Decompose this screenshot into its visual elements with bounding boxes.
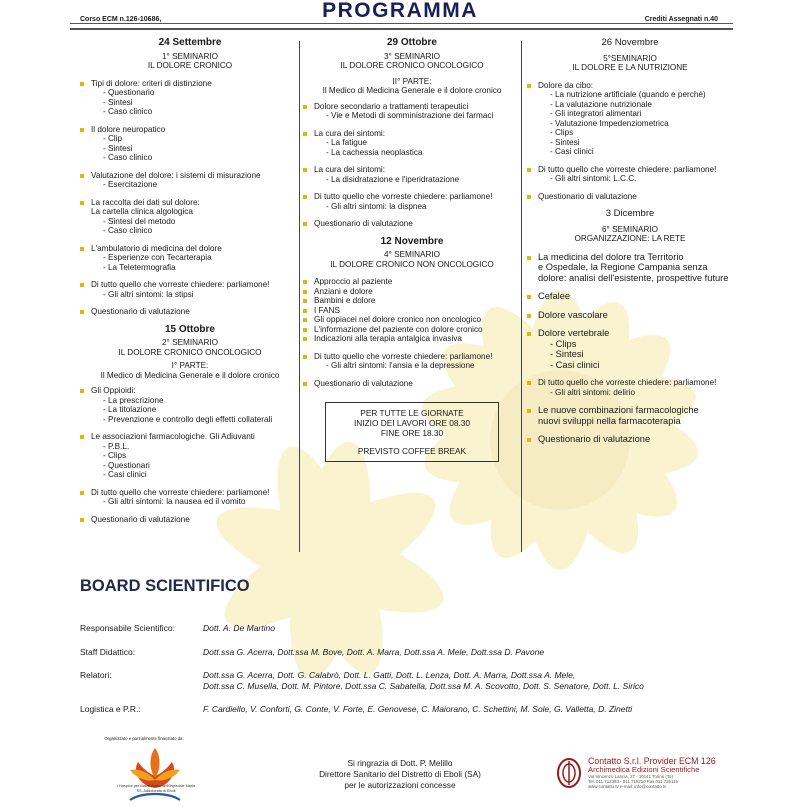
seminar-title: IL DOLORE E LA NUTRIZIONE (572, 63, 688, 72)
topic-text: Anziani e dolore (314, 286, 373, 296)
topic-item (527, 310, 733, 321)
subtopic: - Gli altri sintomi: la stipsi (103, 289, 194, 299)
topic-note: dolore: analisi dell'esistente, prospettive future (538, 272, 729, 283)
subtopic: - Gli altri sintomi: delirio (550, 387, 636, 397)
topic-item (527, 165, 733, 184)
subtopic: - La valutazione nutrizionale (550, 99, 652, 109)
seminar-heading (303, 250, 521, 269)
topic-item (80, 244, 300, 273)
topic-item (303, 102, 521, 121)
topic-text: L'ambulatorio di medicina del dolore (91, 243, 222, 253)
topic-text: e Ospedale, la Regione Campania senza (538, 262, 708, 272)
topic-text: Dolore da cibo: (538, 80, 594, 90)
topic-text: Le associazioni farmacologiche. Gli Adiuvanti (91, 432, 255, 441)
topic-item (80, 515, 300, 525)
topic-list (303, 102, 521, 229)
topic-item (527, 328, 733, 370)
topic-text: Questionario di valutazione (314, 378, 413, 388)
topic-text: Valutazione del dolore: i sistemi di misurazione (91, 170, 261, 180)
seminar-date: 3 Dicembre (605, 208, 655, 219)
topic-text: Dolore vertebrale (538, 328, 610, 338)
topic-item (80, 307, 300, 317)
part-heading (80, 361, 300, 380)
seminar-number: 1° SEMINARIO (161, 51, 219, 61)
topic-item (527, 192, 733, 202)
seminar-title: IL DOLORE CRONICO NON ONCOLOGICO (330, 259, 494, 269)
organizer-logo-text: I Hospice per Malati Amici dell'Ospedale Maria SS. Addolorata di Eboli (116, 784, 196, 793)
topic-text: Questionario di valutazione (91, 307, 190, 316)
credits-label: Crediti Assegnati n.40 (644, 16, 718, 23)
subtopic: - P.B.L. (103, 441, 130, 451)
subtopic: - Clip (103, 134, 123, 143)
topic-text: La cura dei sintomi: (314, 128, 385, 138)
topic-item (303, 219, 521, 229)
topic-text: Dolore secondario a trattamenti terapeutici (314, 101, 469, 111)
column-2 (303, 38, 521, 462)
topic-list (303, 277, 521, 344)
topic-item (80, 79, 300, 117)
topic-item (80, 198, 300, 236)
board-label-relatori: Relatori: (80, 670, 112, 680)
subtopic: - Casi clinici (550, 147, 594, 156)
topic-item (80, 432, 300, 480)
subtopic: - Clips (550, 338, 577, 349)
board-value-relatori (203, 670, 743, 692)
subtopic: - La fatigue (326, 138, 367, 147)
subtopic: - Sintesi del metodo (103, 216, 176, 226)
seminar-title: IL DOLORE CRONICO (147, 61, 233, 70)
seminar-title: IL DOLORE CRONICO ONCOLOGICO (340, 61, 484, 70)
part-heading (303, 77, 521, 96)
subtopic: - Esperienze con Tecarterapia (103, 253, 212, 262)
topic-text: Questionario di valutazione (91, 514, 190, 524)
topic-text: nuovi sviluppi nella farmacoterapia (538, 415, 681, 426)
column-1 (80, 38, 300, 532)
provider-web: www.contatto.tv e-mail: info@contatto.tv (588, 784, 667, 789)
topic-item (80, 386, 300, 424)
seminar-number: 2° SEMINARIO (161, 338, 219, 347)
subtopic: - La cachessia neoplastica (326, 147, 423, 157)
subtopic: - La Teletermografia (103, 262, 176, 272)
topic-text: Di tutto quello che vorreste chiedere: parliamone! (314, 192, 493, 201)
topic-item (80, 171, 300, 190)
board-label-responsabile: Responsabile Scientifico: (80, 623, 175, 633)
board-value-logistica: F. Cardiello, V. Conforti, G. Conte, V. Forte, E. Genovese, C. Maiorano, C. Schettini, M. Sole, G. Valletta, D. Zinetti (203, 704, 633, 714)
topic-text: Di tutto quello che vorreste chiedere: parliamone! (538, 164, 717, 174)
subtopic: - La titolazione (103, 405, 157, 414)
topic-list (527, 81, 733, 202)
topic-text: Tipi di dolore: criteri di distinzione (91, 78, 212, 88)
provider-phone: Tel. 011.712393 - 011.715210 Fax 011.726115 (588, 779, 678, 784)
topic-text: Le nuove combinazioni farmacologiche (538, 405, 699, 415)
seminar-heading (527, 225, 733, 244)
header-rule-bottom (70, 28, 733, 30)
contatto-logo-icon (556, 757, 582, 789)
subtopic: - Vie e Metodi di somministrazione dei farmaci (326, 111, 494, 120)
topic-text: La raccolta dei dati sul dolore: (91, 197, 200, 207)
topic-text: Di tutto quello che vorreste chiedere: parliamone! (91, 487, 270, 497)
schedule-line: PER TUTTE LE GIORNATE (360, 408, 464, 418)
subtopic: - Gli altri sintomi: L.C.C. (550, 174, 637, 183)
subtopic: - Caso clinico (103, 226, 153, 235)
seminar-heading (303, 52, 521, 71)
topic-text: La medicina del dolore tra Territorio (538, 251, 684, 262)
thanks-line: Si ringrazia di Dott. P. Melillo (347, 758, 453, 768)
subtopic: - Gli altri sintomi: l'ansia e la depressione (326, 361, 475, 370)
relatori-line: Dott.ssa G. Acerra, Dott. G. Calabrò, Dott. L. Gatti, Dott. L. Lenza, Dott. A. Marra, Dott.ssa A. Mele, (203, 670, 576, 680)
subtopic: - Questionario (103, 88, 155, 97)
topic-text: Gli Oppioidi: (91, 386, 136, 395)
topic-text: Questionario di valutazione (314, 219, 413, 228)
schedule-line: PREVISTO COFFEE BREAK (357, 446, 467, 456)
topic-item (527, 405, 733, 426)
seminar-number: 6° SEMINARIO (601, 224, 659, 234)
topic-item (527, 434, 733, 445)
topic-item (303, 379, 521, 389)
seminar-title: IL DOLORE CRONICO ONCOLOGICO (118, 347, 262, 357)
schedule-box (325, 402, 499, 462)
subtopic: - Casi clinici (550, 359, 600, 370)
topic-item (303, 296, 521, 306)
topic-text: Di tutto quello che vorreste chiedere: parliamone! (314, 351, 493, 361)
board-title: BOARD SCIENTIFICO (80, 577, 250, 595)
subtopic: - Sintesi (103, 97, 133, 107)
subtopic: - Clips (103, 451, 127, 460)
topic-text: I FANS (314, 305, 340, 315)
topic-item (527, 252, 733, 284)
topic-text: Di tutto quello che vorreste chiedere: parliamone! (538, 378, 717, 387)
topic-text: Indicazioni alla terapia antalgica invasiva (314, 334, 462, 343)
relatori-line: Dott.ssa C. Musella, Dott. M. Pintore, Dott.ssa C. Sabatella, Dott.ssa M. A. Scovotto, Dott. S. Senatore, Dott. L. Sirico (203, 681, 644, 691)
topic-list (527, 252, 733, 445)
header-rule-top (70, 23, 733, 24)
topic-item (303, 287, 521, 297)
seminar-date: 24 Settembre (158, 37, 222, 48)
subtopic: - Gli altri sintomi: la nausea ed il vomito (103, 497, 246, 506)
topic-item (303, 277, 521, 287)
subtopic: - Sintesi (103, 143, 133, 153)
topic-item (303, 165, 521, 184)
topic-text: La cura dei sintomi: (314, 165, 385, 174)
seminar-number: 3° SEMINARIO (383, 51, 441, 61)
provider-address: Via Vincenzo Lancia, 27 - 10141 Torino (To) (588, 774, 673, 779)
seminar-heading (80, 338, 300, 357)
seminar-number: 5°SEMINARIO (603, 53, 657, 63)
seminar-title: ORGANIZZAZIONE: LA RETE (574, 234, 686, 243)
topic-text: Il dolore neuropatico (91, 124, 166, 134)
column-3 (527, 38, 733, 453)
board-value-responsabile: Dott. A. De Martino (203, 623, 275, 633)
board-label-staff: Staff Didattico: (80, 647, 136, 657)
subtopic: - Prevenzione e controllo degli effetti collaterali (103, 414, 273, 424)
topic-text: Gli oppiacei nel dolore cronico non oncologico (314, 315, 482, 324)
topic-item (303, 315, 521, 325)
subtopic: - La prescrizione (103, 395, 164, 405)
subtopic: - Sintesi (550, 349, 584, 359)
seminar-heading (80, 52, 300, 71)
topic-item (303, 352, 521, 371)
topic-text: Approccio al paziente (314, 277, 393, 286)
subtopic: - La nutrizione artificiale (quando e perché) (550, 90, 706, 99)
seminar-date: 15 Ottobre (164, 323, 215, 335)
provider-name: Contatto S.r.l. Provider ECM 126 (588, 756, 716, 766)
column-divider (521, 41, 522, 552)
topic-list (303, 352, 521, 389)
seminar-number: 4° SEMINARIO (383, 250, 441, 259)
topic-text: Di tutto quello che vorreste chiedere: parliamone! (91, 280, 270, 289)
organizer-caption: Organizzato e parzialmente finanziato da: (104, 736, 184, 741)
part-title: Il Medico di Medicina Generale e il dolore cronico (322, 86, 502, 95)
topic-text: Bambini e dolore (314, 296, 376, 305)
subtopic: - Casi clinici (103, 470, 147, 479)
subtopic: - Valutazione Impedenziometrica (550, 118, 669, 128)
seminar-date: 26 Novembre (601, 37, 659, 48)
part-title: Il Medico di Medicina Generale e il dolore cronico (100, 370, 280, 380)
subtopic: - Gli integratori alimentari (550, 109, 642, 118)
subtopic: - Caso clinico (103, 107, 153, 116)
topic-item (527, 81, 733, 157)
topic-item (527, 378, 733, 397)
subtopic: - Sintesi (550, 137, 580, 147)
subtopic: - Gli altri sintomi: la dispnea (326, 201, 427, 211)
subtopic: - Esercitazione (103, 180, 158, 189)
subtopic: - Clips (550, 128, 574, 137)
subtopic: - Caso clinico (103, 153, 153, 162)
schedule-line: FINE ORE 18.30 (380, 428, 444, 438)
subtopic: - Questionari (103, 460, 150, 470)
topic-item (303, 129, 521, 158)
seminar-heading (527, 54, 733, 73)
board-value-staff: Dott.ssa G. Acerra, Dott.ssa M. Bove, Dott. A. Marra, Dott.ssa A. Mele, Dott.ssa D. Pavone (203, 647, 545, 657)
topic-list (80, 79, 300, 317)
part-label: II° PARTE: (392, 76, 432, 86)
course-number: Corso ECM n.126-10686, (80, 16, 162, 23)
topic-text: La cartella clinica algologica (91, 207, 193, 216)
topic-item (80, 280, 300, 299)
topic-text: Questionario di valutazione (538, 191, 637, 201)
topic-item (80, 488, 300, 507)
topic-item (527, 291, 733, 302)
topic-item (303, 306, 521, 316)
part-label: I° PARTE: (171, 361, 209, 370)
thanks-line: Direttore Sanitario del Distretto di Eboli (SA) (319, 769, 481, 779)
thanks-line: per le autorizzazioni concesse (344, 780, 456, 790)
topic-list (80, 386, 300, 524)
topic-text: Cefalee (538, 291, 571, 301)
seminar-date: 12 Novembre (380, 235, 444, 247)
provider-publisher: Archimedica Edizioni Scientifiche (588, 764, 700, 774)
page-title: PROGRAMMA (322, 0, 478, 22)
topic-item (303, 325, 521, 335)
topic-item (303, 192, 521, 211)
topic-text: Dolore vascolare (538, 309, 608, 320)
subtopic: - La disidratazione e l'iperidratazione (326, 174, 460, 184)
topic-item (303, 334, 521, 344)
board-label-logistica: Logistica e P.R.: (80, 704, 141, 714)
schedule-line: INIZIO DEI LAVORI ORE 08.30 (353, 418, 471, 428)
topic-text: Questionario di valutazione (538, 434, 651, 444)
provider-info (588, 757, 716, 789)
topic-text: L'informazione del paziente con dolore cronico (314, 324, 483, 334)
seminar-date: 29 Ottobre (386, 37, 437, 48)
topic-item (80, 125, 300, 163)
